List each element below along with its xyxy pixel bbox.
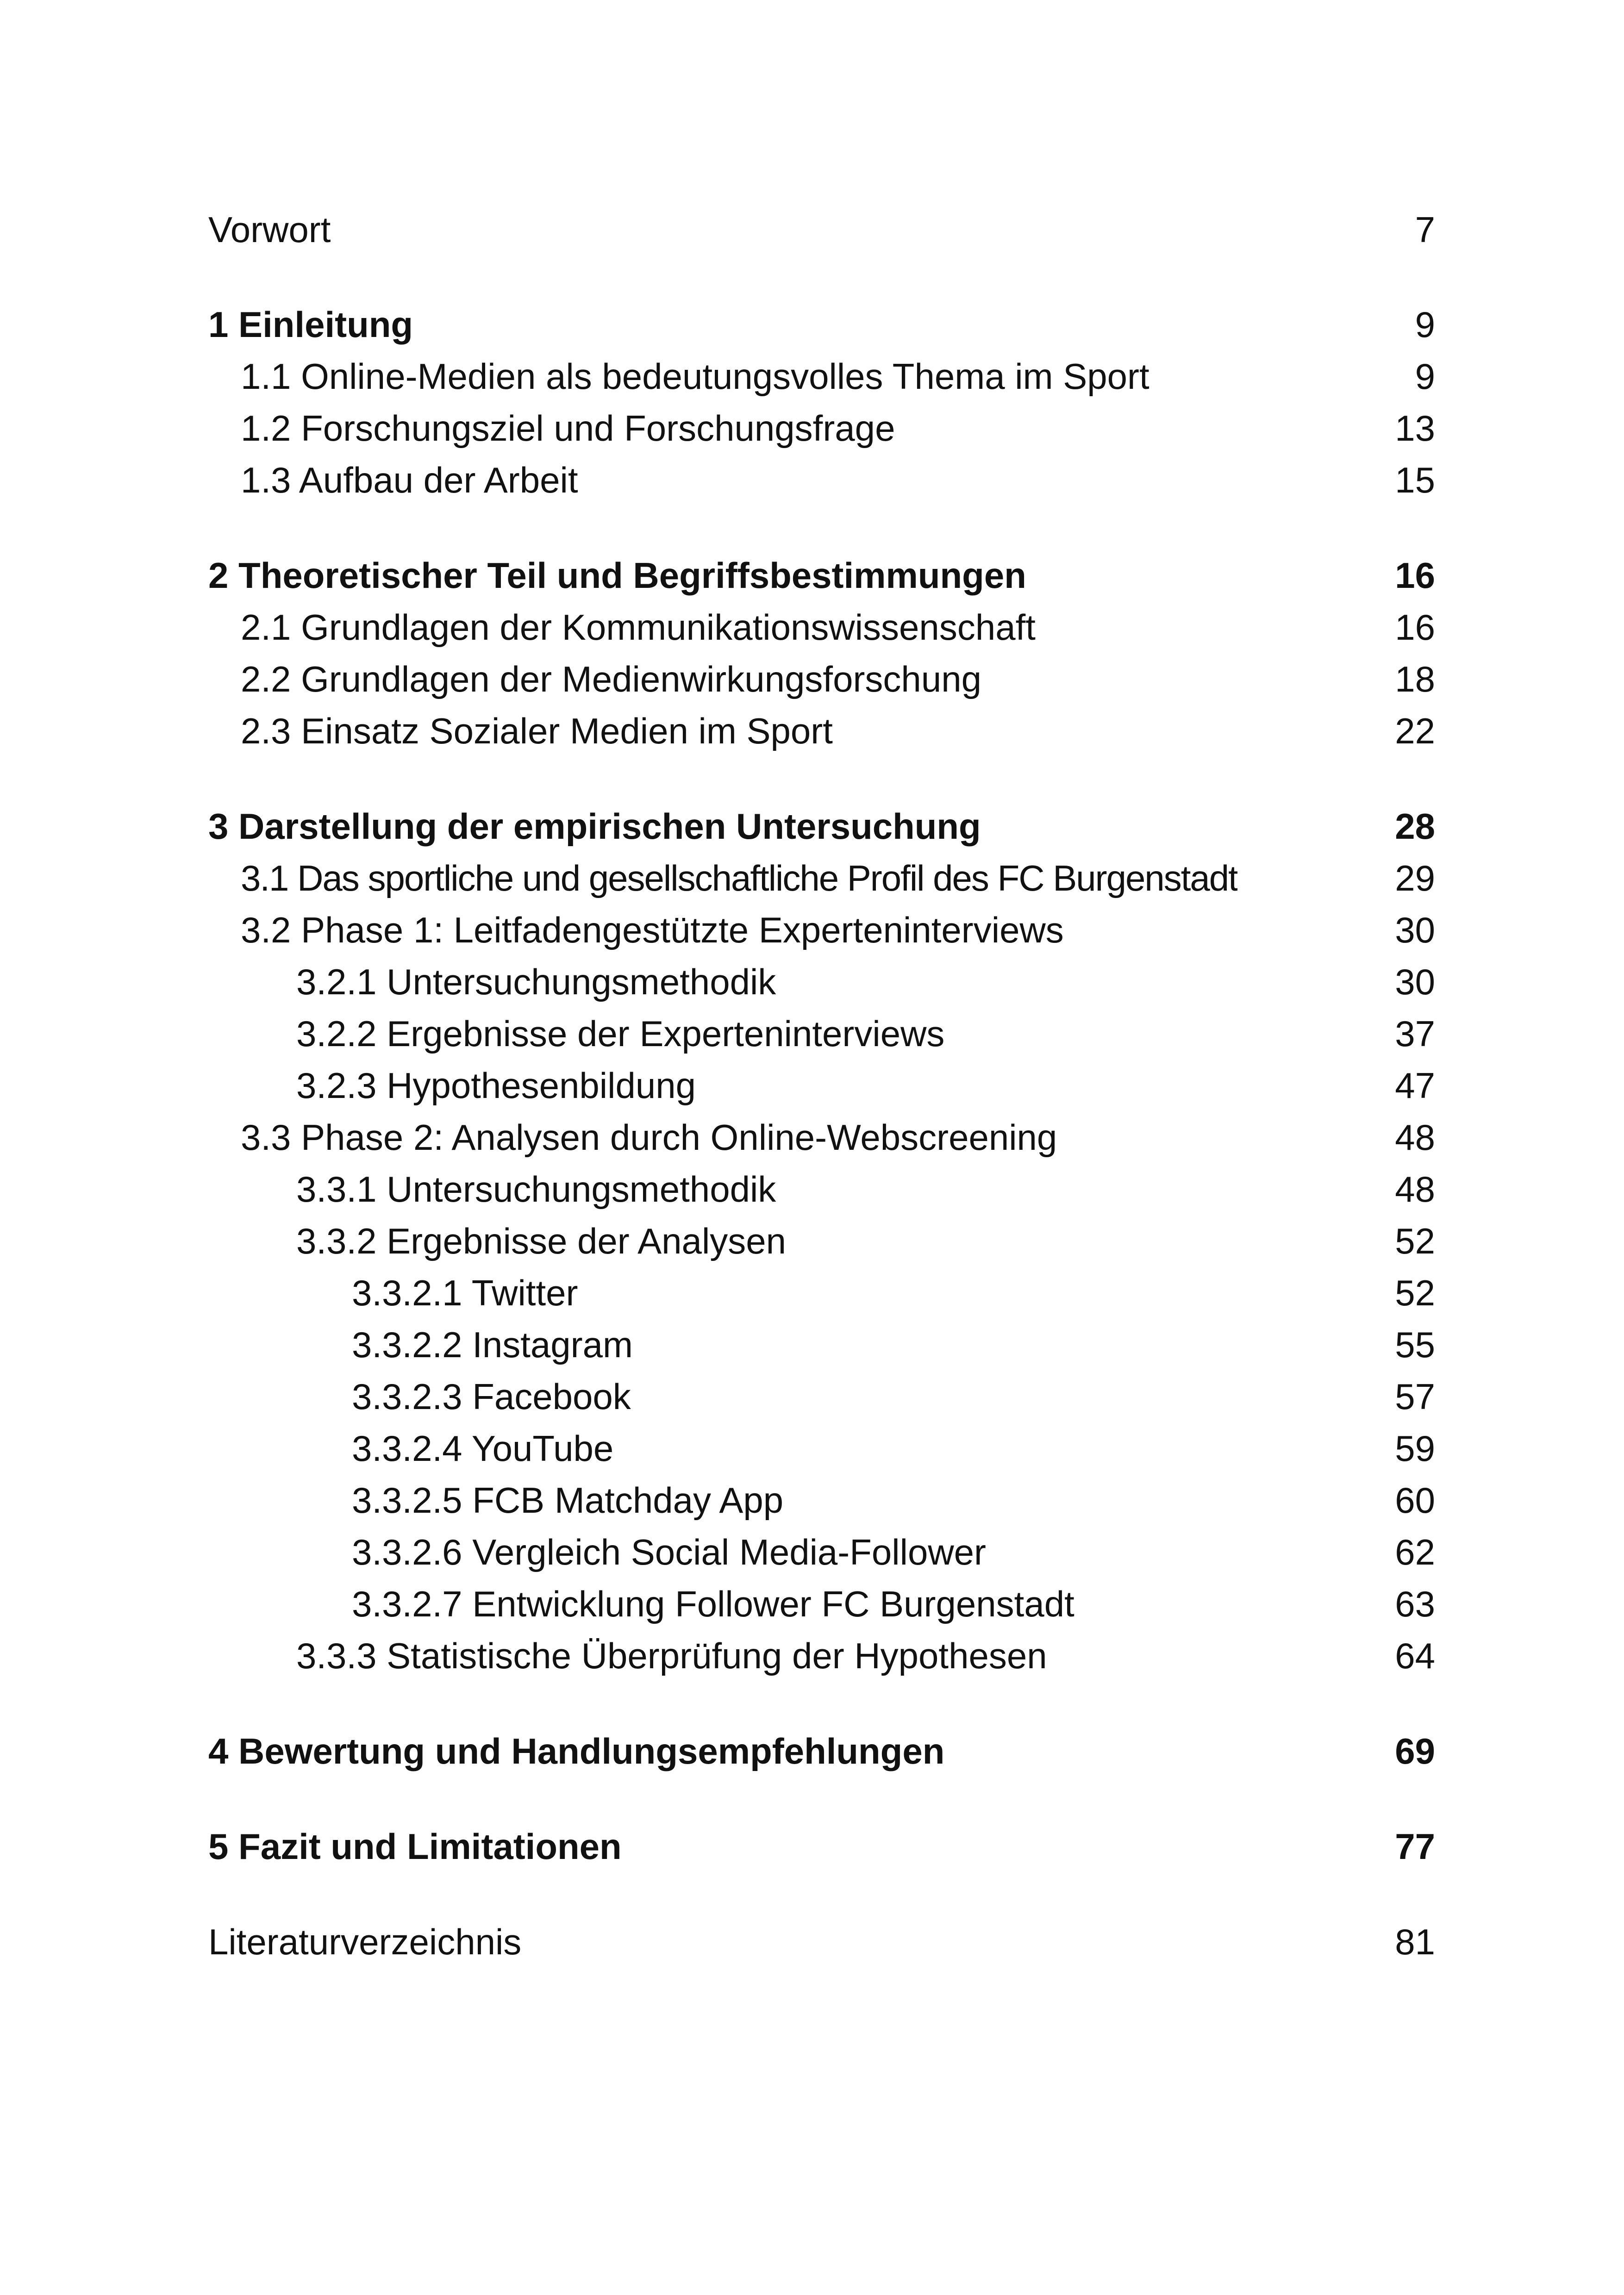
toc-entry-title: 1.3 Aufbau der Arbeit [241,460,578,500]
toc-entry-title: 3.2 Phase 1: Leitfadengestützte Experteninterviews [241,910,1064,950]
toc-entry-title: 3.3.2.4 YouTube [352,1428,614,1469]
toc-entry [208,549,1435,601]
toc-entry-title: 3.2.1 Untersuchungsmethodik [296,961,776,1002]
toc-entry-title: 3.3.2.5 FCB Matchday App [352,1480,784,1521]
toc-entry-page-number: 69 [1395,1731,1435,1771]
toc-entry [208,1578,1435,1630]
toc-entry-page-number: 62 [1395,1532,1435,1572]
toc-entry [208,1319,1435,1371]
toc-entry-title: 3.3.2.2 Instagram [352,1324,633,1365]
toc-entry [208,454,1435,506]
toc-entry [208,1526,1435,1578]
toc-entry-page-number: 37 [1395,1013,1435,1054]
toc-entry-title: 1.1 Online-Medien als bedeutungsvolles Thema im Sport [241,356,1149,397]
toc-entry [208,653,1435,705]
toc-entry [208,1008,1435,1060]
toc-entry [208,956,1435,1008]
toc-entry-page-number: 9 [1415,356,1435,397]
toc-entry [208,1821,1435,1872]
toc-entry [208,904,1435,956]
toc-entry [208,601,1435,653]
toc-entry-page-number: 47 [1395,1065,1435,1106]
toc-entry [208,800,1435,852]
toc-entry-title: 3.3.1 Untersuchungsmethodik [296,1169,776,1210]
toc-entry-title: Literaturverzeichnis [208,1921,522,1962]
toc-entry [208,1916,1435,1968]
toc-entry-title: 2.3 Einsatz Sozialer Medien im Sport [241,711,833,751]
toc-entry [208,1267,1435,1319]
toc-entry-title: 2.2 Grundlagen der Medienwirkungsforschung [241,659,981,699]
toc-entry-title: 2.1 Grundlagen der Kommunikationswissenschaft [241,607,1036,648]
toc-entry [208,402,1435,454]
toc-entry-page-number: 29 [1395,858,1435,898]
toc-entry [208,1474,1435,1526]
toc-entry [208,350,1435,402]
toc-entry [208,1422,1435,1474]
toc-entry-title: 3.3.2.7 Entwicklung Follower FC Burgenstadt [352,1584,1074,1624]
toc-entry [208,852,1435,904]
toc-entry-page-number: 16 [1395,555,1435,596]
toc-entry-title: 3 Darstellung der empirischen Untersuchung [208,806,981,847]
toc-entry-page-number: 30 [1395,910,1435,950]
toc-entry [208,1371,1435,1422]
toc-entry-page-number: 55 [1395,1324,1435,1365]
toc-entry-page-number: 22 [1395,711,1435,751]
toc-entry-page-number: 7 [1415,209,1435,250]
toc-entry-title: 3.3.2 Ergebnisse der Analysen [296,1221,787,1261]
toc-entry-page-number: 77 [1395,1826,1435,1867]
toc-entry-page-number: 57 [1395,1376,1435,1417]
toc-entry-title: 5 Fazit und Limitationen [208,1826,622,1867]
toc-entry-page-number: 48 [1395,1169,1435,1210]
toc-entry-page-number: 81 [1395,1921,1435,1962]
toc-entry-page-number: 52 [1395,1221,1435,1261]
toc-entry-page-number: 30 [1395,961,1435,1002]
toc-entry-page-number: 52 [1395,1272,1435,1313]
toc-entry-title: 4 Bewertung und Handlungsempfehlungen [208,1731,945,1771]
toc-entry [208,1060,1435,1111]
toc-entry-title: 3.3.2.1 Twitter [352,1272,578,1313]
toc-entry [208,299,1435,350]
toc-entry-page-number: 48 [1395,1117,1435,1158]
toc-entry-title: 3.3 Phase 2: Analysen durch Online-Webscreening [241,1117,1057,1158]
toc-entry-page-number: 64 [1395,1635,1435,1676]
toc-entry-title: 3.1 Das sportliche und gesellschaftliche Profil des FC Burgenstadt [241,858,1237,898]
toc-entry [208,1215,1435,1267]
toc-entry-page-number: 9 [1415,304,1435,345]
toc-entry-page-number: 18 [1395,659,1435,699]
toc-entry-page-number: 15 [1395,460,1435,500]
toc-entry-page-number: 60 [1395,1480,1435,1521]
toc-entry-page-number: 13 [1395,408,1435,449]
toc-entry [208,705,1435,757]
toc-entry-page-number: 63 [1395,1584,1435,1624]
toc-entry-page-number: 28 [1395,806,1435,847]
toc-entry-page-number: 59 [1395,1428,1435,1469]
toc-entry-title: 3.2.2 Ergebnisse der Experteninterviews [296,1013,945,1054]
toc-entry-title: Vorwort [208,209,331,250]
toc-entry [208,204,1435,256]
toc-entry-title: 2 Theoretischer Teil und Begriffsbestimmungen [208,555,1026,596]
toc-entry [208,1630,1435,1682]
toc-entry-title: 1 Einleitung [208,304,413,345]
toc-entry [208,1111,1435,1163]
toc-entry-title: 3.3.2.6 Vergleich Social Media-Follower [352,1532,987,1572]
toc-entry [208,1163,1435,1215]
toc-entry-title: 3.3.3 Statistische Überprüfung der Hypothesen [296,1635,1047,1676]
toc-entry-title: 3.3.2.3 Facebook [352,1376,631,1417]
toc-entry [208,1725,1435,1777]
toc-entry-page-number: 16 [1395,607,1435,648]
toc-entry-title: 3.2.3 Hypothesenbildung [296,1065,696,1106]
toc-entry-title: 1.2 Forschungsziel und Forschungsfrage [241,408,895,449]
